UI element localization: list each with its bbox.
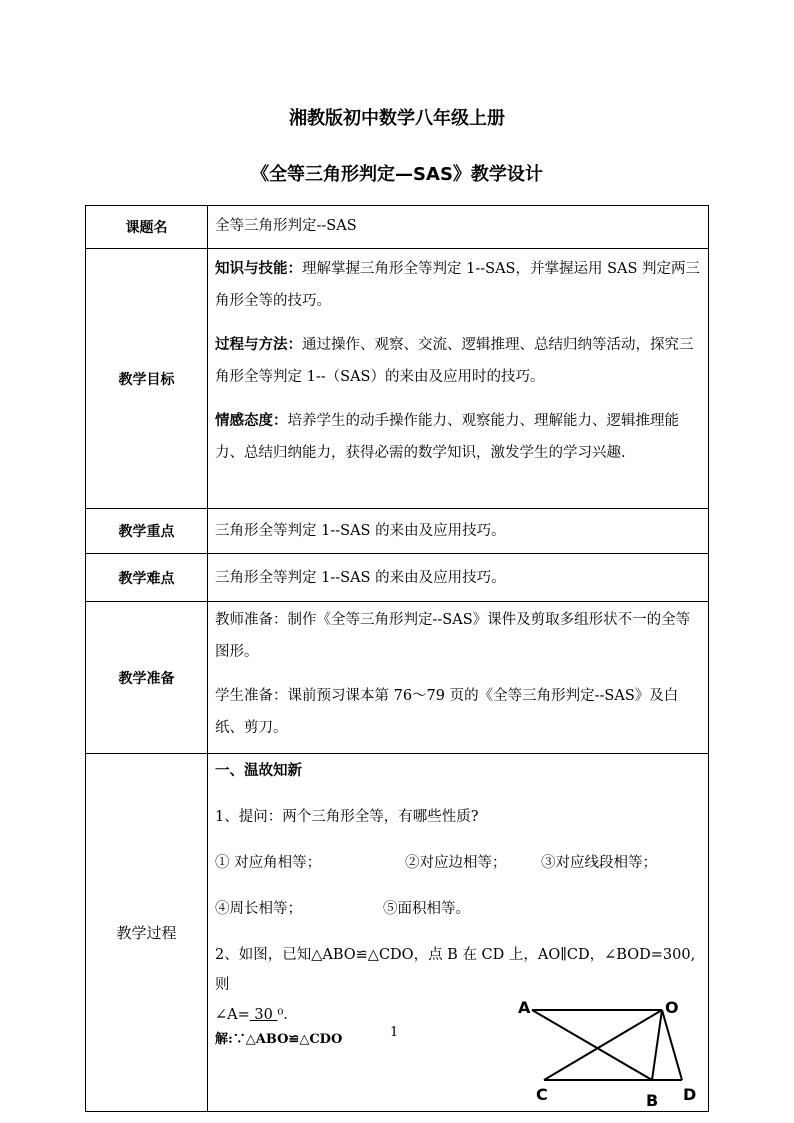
row-label-process: 教学过程 bbox=[86, 754, 208, 1112]
table-row-key bbox=[86, 509, 709, 554]
option-segments: ③对应线段相等； bbox=[541, 855, 657, 871]
document-subtitle: 《全等三角形判定—SAS》教学设计 bbox=[251, 164, 543, 185]
point-label-B: B bbox=[646, 1091, 659, 1110]
goal-process: 过程与方法：通过操作、观察、交流、逻辑推理、总结归纳等活动，探究三角形全等判定 1--（SAS）的来由及应用时的技巧。 bbox=[215, 337, 694, 385]
table-row-difficulty bbox=[86, 554, 709, 602]
prep-teacher: 教师准备：制作《全等三角形判定--SAS》课件及剪取多组形状不一的全等图形。 bbox=[215, 612, 691, 660]
row-label-key: 教学重点 bbox=[86, 509, 208, 554]
option-perimeter: ④周长相等； bbox=[215, 901, 302, 917]
point-label-D: D bbox=[683, 1085, 697, 1104]
table-row-prep bbox=[86, 602, 709, 754]
segment-OB bbox=[652, 1010, 662, 1080]
table-row-topic bbox=[86, 206, 709, 249]
row-label-prep: 教学准备 bbox=[86, 602, 208, 754]
document-title: 湘教版初中数学八年级上册 bbox=[289, 108, 505, 129]
goal-knowledge: 知识与技能：理解掌握三角形全等判定 1--SAS，并掌握运用 SAS 判定两三角形全等的技巧。 bbox=[215, 261, 701, 309]
difficulty-value: 三角形全等判定 1--SAS 的来由及应用技巧。 bbox=[208, 554, 709, 602]
page-number: 1 bbox=[390, 1025, 399, 1040]
key-value: 三角形全等判定 1--SAS 的来由及应用技巧。 bbox=[208, 509, 709, 554]
point-label-C: C bbox=[536, 1085, 548, 1104]
property-options-row1 bbox=[215, 848, 702, 878]
triangle-figure bbox=[510, 990, 710, 1112]
prep-student: 学生准备：课前预习课本第 76～79 页的《全等三角形判定--SAS》及白纸、剪刀。 bbox=[215, 688, 679, 736]
option-angles: ① 对应角相等； bbox=[215, 855, 322, 871]
solution-line: 解:∵△ABO≌△CDO bbox=[215, 1032, 343, 1047]
segment-AB bbox=[532, 1010, 652, 1080]
point-label-O: O bbox=[665, 998, 679, 1017]
lesson-plan-table bbox=[85, 205, 709, 1112]
segment-OD bbox=[662, 1010, 682, 1080]
section-review-heading: 一、温故知新 bbox=[215, 763, 302, 779]
row-label-difficulty: 教学难点 bbox=[86, 554, 208, 602]
topic-value: 全等三角形判定--SAS bbox=[208, 206, 709, 249]
question-1: 1、提问：两个三角形全等，有哪些性质? bbox=[215, 809, 479, 825]
option-sides: ②对应边相等； bbox=[405, 855, 507, 871]
row-label-topic: 课题名 bbox=[86, 206, 208, 249]
question-2: 2、如图，已知△ABO≌△CDO，点 B 在 CD 上，AO∥CD，∠BOD=300,则 ∠A= 30 ⁰. bbox=[215, 947, 696, 1023]
option-area: ⑤面积相等。 bbox=[383, 901, 470, 917]
answer-blank: 30 bbox=[249, 1007, 278, 1023]
table-row-goals bbox=[86, 249, 709, 509]
point-label-A: A bbox=[518, 998, 531, 1017]
goal-emotion: 情感态度：培养学生的动手操作能力、观察能力、理解能力、逻辑推理能力、总结归纳能力，获得必需的数学知识，激发学生的学习兴趣. bbox=[215, 413, 679, 461]
property-options-row2 bbox=[215, 894, 702, 924]
segment-CO bbox=[544, 1010, 662, 1080]
row-label-goals: 教学目标 bbox=[86, 249, 208, 509]
